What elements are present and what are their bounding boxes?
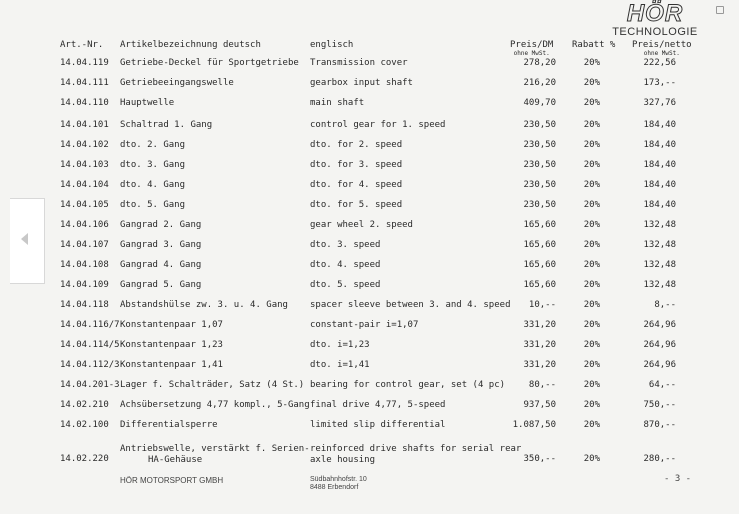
cell-net-price: 750,-- <box>643 400 676 410</box>
footer-company: HÖR MOTORSPORT GMBH <box>120 476 224 485</box>
cell-net-price: 280,-- <box>643 454 676 464</box>
cell-net-price: 264,96 <box>643 340 676 350</box>
footer-city: 8488 Erbendorf <box>310 484 359 491</box>
cell-net-price: 132,48 <box>643 240 676 250</box>
cell-price: 230,50 <box>523 120 556 130</box>
cell-price: 165,60 <box>523 240 556 250</box>
cell-net-price: 327,76 <box>643 98 676 108</box>
cell-desc-en: main shaft <box>310 98 365 108</box>
header-art-nr: Art.-Nr. <box>60 40 104 50</box>
corner-mark-icon <box>716 6 724 14</box>
table-row <box>0 320 739 338</box>
cell-desc-en: spacer sleeve between 3. and 4. speed <box>310 300 511 310</box>
cell-rabatt: 20% <box>583 78 600 88</box>
cell-desc-de: Konstantenpaar 1,23 <box>120 340 223 350</box>
cell-art-nr: 14.04.201-3 <box>60 380 120 390</box>
cell-art-nr: 14.04.105 <box>60 200 109 210</box>
company-logo <box>600 2 710 38</box>
table-row <box>0 400 739 418</box>
cell-price: 230,50 <box>523 160 556 170</box>
cell-art-nr: 14.04.112/3 <box>60 360 120 370</box>
cell-price: 216,20 <box>523 78 556 88</box>
cell-desc-de: Gangrad 3. Gang <box>120 240 202 250</box>
cell-net-price: 264,96 <box>643 320 676 330</box>
header-price-label: Preis/DM <box>510 40 554 50</box>
cell-price: 1.087,50 <box>512 420 556 430</box>
table-row <box>0 200 739 218</box>
cell-art-nr: 14.04.104 <box>60 180 109 190</box>
cell-net-price: 8,-- <box>654 300 676 310</box>
logo-tagline: TECHNOLOGIE <box>612 26 698 38</box>
cell-price: 80,-- <box>528 380 556 390</box>
table-row <box>0 220 739 238</box>
cell-desc-en: bearing for control gear, set (4 pc) <box>310 380 506 390</box>
table-row <box>0 140 739 158</box>
cell-desc-en: final drive 4,77, 5-speed <box>310 400 446 410</box>
cell-desc-de: Getriebe-Deckel für Sportgetriebe <box>120 58 299 68</box>
table-row <box>0 78 739 96</box>
cell-desc-en: Transmission cover <box>310 58 408 68</box>
cell-price: 409,70 <box>523 98 556 108</box>
cell-net-price: 264,96 <box>643 360 676 370</box>
table-row <box>0 240 739 258</box>
footer-street: Südbahnhofstr. 10 <box>310 476 367 483</box>
cell-net-price: 222,56 <box>643 58 676 68</box>
header-desc-de: Artikelbezeichnung deutsch <box>120 40 261 50</box>
cell-desc-en: dto. i=1,41 <box>310 360 370 370</box>
cell-art-nr: 14.04.119 <box>60 58 109 68</box>
cell-rabatt: 20% <box>583 454 600 464</box>
logo-brand: HÖR <box>626 0 684 27</box>
arrow-left-icon <box>21 233 28 245</box>
cell-rabatt: 20% <box>583 58 600 68</box>
table-row <box>0 58 739 76</box>
table-row <box>0 444 739 465</box>
cell-desc-de: dto. 3. Gang <box>120 160 186 170</box>
cell-price: 937,50 <box>523 400 556 410</box>
cell-rabatt: 20% <box>583 320 600 330</box>
header-desc-en: englisch <box>310 40 354 50</box>
cell-desc-de: Konstantenpaar 1,07 <box>120 320 223 330</box>
cell-desc-en: gear wheel 2. speed <box>310 220 413 230</box>
cell-art-nr: 14.02.210 <box>60 400 109 410</box>
cell-rabatt: 20% <box>583 220 600 230</box>
cell-desc-en: dto. for 3. speed <box>310 160 403 170</box>
cell-price: 230,50 <box>523 140 556 150</box>
cell-art-nr: 14.04.109 <box>60 280 109 290</box>
cell-rabatt: 20% <box>583 160 600 170</box>
cell-net-price: 173,-- <box>643 78 676 88</box>
cell-desc-en-line2: axle housing <box>310 455 376 465</box>
cell-net-price: 64,-- <box>648 380 676 390</box>
header-price-sub: ohne MwSt. <box>513 50 550 57</box>
cell-desc-en: dto. for 4. speed <box>310 180 403 190</box>
cell-art-nr: 14.04.108 <box>60 260 109 270</box>
cell-rabatt: 20% <box>583 140 600 150</box>
cell-art-nr: 14.04.107 <box>60 240 109 250</box>
cell-desc-de: dto. 4. Gang <box>120 180 186 190</box>
cell-desc-en: dto. 5. speed <box>310 280 381 290</box>
table-row <box>0 98 739 116</box>
cell-art-nr: 14.02.100 <box>60 420 109 430</box>
cell-price: 331,20 <box>523 320 556 330</box>
cell-desc-de-line2: HA-Gehäuse <box>148 455 203 465</box>
cell-desc-de: dto. 2. Gang <box>120 140 186 150</box>
header-price <box>510 40 553 57</box>
page-number: - 3 - <box>664 474 692 484</box>
cell-desc-de: Hauptwelle <box>120 98 175 108</box>
cell-rabatt: 20% <box>583 420 600 430</box>
cell-desc-de: Lager f. Schalträder, Satz (4 St.) <box>120 380 305 390</box>
binder-tab <box>10 198 45 284</box>
cell-art-nr: 14.02.220 <box>60 454 109 464</box>
cell-art-nr: 14.04.102 <box>60 140 109 150</box>
cell-desc-de: dto. 5. Gang <box>120 200 186 210</box>
cell-rabatt: 20% <box>583 300 600 310</box>
table-row <box>0 360 739 378</box>
cell-desc-de: Gangrad 4. Gang <box>120 260 202 270</box>
cell-net-price: 132,48 <box>643 220 676 230</box>
cell-desc-de: Achsübersetzung 4,77 kompl., 5-Gang <box>120 400 310 410</box>
table-row <box>0 340 739 358</box>
footer-address <box>310 476 367 492</box>
cell-net-price: 184,40 <box>643 160 676 170</box>
cell-price: 278,20 <box>523 58 556 68</box>
table-row <box>0 420 739 438</box>
table-row <box>0 160 739 178</box>
cell-desc-de <box>120 444 310 466</box>
cell-price: 165,60 <box>523 220 556 230</box>
cell-price: 350,-- <box>523 454 556 464</box>
cell-price: 331,20 <box>523 360 556 370</box>
cell-rabatt: 20% <box>583 280 600 290</box>
cell-art-nr: 14.04.118 <box>60 300 109 310</box>
table-row <box>0 280 739 298</box>
cell-art-nr: 14.04.110 <box>60 98 109 108</box>
cell-desc-de: Abstandshülse zw. 3. u. 4. Gang <box>120 300 288 310</box>
cell-desc-en: dto. i=1,23 <box>310 340 370 350</box>
cell-rabatt: 20% <box>583 360 600 370</box>
cell-desc-de: Getriebeeingangswelle <box>120 78 234 88</box>
cell-rabatt: 20% <box>583 400 600 410</box>
table-row <box>0 120 739 138</box>
cell-net-price: 870,-- <box>643 420 676 430</box>
table-row <box>0 380 739 398</box>
cell-art-nr: 14.04.111 <box>60 78 109 88</box>
table-row <box>0 300 739 318</box>
cell-desc-de: Gangrad 2. Gang <box>120 220 202 230</box>
cell-rabatt: 20% <box>583 98 600 108</box>
cell-price: 230,50 <box>523 180 556 190</box>
cell-price: 165,60 <box>523 280 556 290</box>
cell-net-price: 184,40 <box>643 180 676 190</box>
page-footer <box>0 476 739 500</box>
cell-price: 10,-- <box>528 300 556 310</box>
table-row <box>0 260 739 278</box>
cell-desc-de: Konstantenpaar 1,41 <box>120 360 223 370</box>
cell-rabatt: 20% <box>583 380 600 390</box>
cell-desc-en: dto. for 5. speed <box>310 200 403 210</box>
cell-desc-de: Schaltrad 1. Gang <box>120 120 213 130</box>
table-header <box>0 40 739 60</box>
cell-desc-de: Gangrad 5. Gang <box>120 280 202 290</box>
cell-desc-en: gearbox input shaft <box>310 78 413 88</box>
cell-net-price: 132,48 <box>643 260 676 270</box>
cell-desc-en: dto. 3. speed <box>310 240 381 250</box>
cell-desc-en: dto. 4. speed <box>310 260 381 270</box>
header-net <box>632 40 692 57</box>
cell-net-price: 184,40 <box>643 200 676 210</box>
cell-net-price: 184,40 <box>643 140 676 150</box>
cell-art-nr: 14.04.103 <box>60 160 109 170</box>
cell-desc-en: constant-pair i=1,07 <box>310 320 419 330</box>
cell-desc-en: limited slip differential <box>310 420 446 430</box>
cell-price: 165,60 <box>523 260 556 270</box>
cell-rabatt: 20% <box>583 180 600 190</box>
table-row <box>0 180 739 198</box>
cell-net-price: 184,40 <box>643 120 676 130</box>
cell-art-nr: 14.04.116/7 <box>60 320 120 330</box>
cell-rabatt: 20% <box>583 260 600 270</box>
cell-desc-en-line1: reinforced drive shafts for serial rear <box>310 444 522 454</box>
cell-rabatt: 20% <box>583 240 600 250</box>
cell-desc-en: control gear for 1. speed <box>310 120 446 130</box>
cell-art-nr: 14.04.101 <box>60 120 109 130</box>
cell-art-nr: 14.04.106 <box>60 220 109 230</box>
cell-desc-en: dto. for 2. speed <box>310 140 403 150</box>
cell-rabatt: 20% <box>583 120 600 130</box>
cell-desc-de-line1: Antriebswelle, verstärkt f. Serien- <box>120 444 310 454</box>
cell-art-nr: 14.04.114/5 <box>60 340 120 350</box>
cell-rabatt: 20% <box>583 340 600 350</box>
header-net-sub: ohne MwSt. <box>643 50 680 57</box>
cell-price: 230,50 <box>523 200 556 210</box>
cell-price: 331,20 <box>523 340 556 350</box>
header-net-label: Preis/netto <box>632 40 692 50</box>
cell-desc-de: Differentialsperre <box>120 420 218 430</box>
header-rabatt: Rabatt % <box>572 40 616 50</box>
cell-net-price: 132,48 <box>643 280 676 290</box>
cell-rabatt: 20% <box>583 200 600 210</box>
